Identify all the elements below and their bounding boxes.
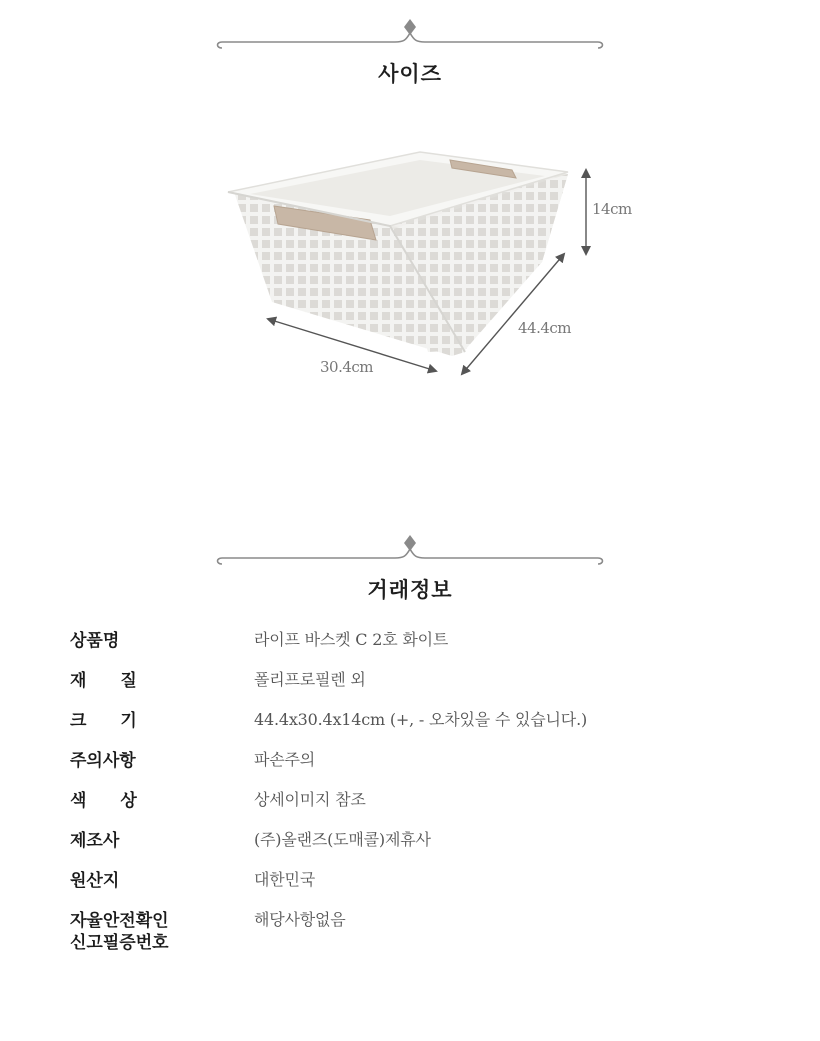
info-row-manufacturer [70, 822, 750, 862]
info-value: 상세이미지 참조 [254, 790, 366, 809]
width-label: 30.4cm [320, 358, 374, 376]
info-label: 재 질 [70, 671, 151, 691]
height-label: 14cm [592, 200, 632, 218]
size-section-title: 사이즈 [378, 61, 442, 86]
info-label: 주의사항 [70, 751, 136, 771]
info-row-origin [70, 862, 750, 902]
info-value: 해당사항없음 [254, 910, 346, 929]
info-row-safety-certification [70, 902, 750, 962]
info-row-caution [70, 742, 750, 782]
info-value: 대한민국 [254, 870, 316, 889]
info-label: 크 기 [70, 711, 151, 731]
basket-size-figure [200, 130, 632, 400]
info-value: 폴리프로필렌 외 [254, 670, 366, 689]
info-row-product-name [70, 622, 750, 662]
info-row-size [70, 702, 750, 742]
info-row-color [70, 782, 750, 822]
info-section-title: 거래정보 [367, 577, 453, 602]
info-label: 상품명 [70, 631, 120, 651]
info-value: 44.4x30.4x14cm (+, - 오차있을 수 있습니다.) [254, 710, 587, 729]
trade-info-table [70, 622, 750, 962]
info-value: (주)올랜즈(도매콜)제휴사 [254, 830, 431, 849]
info-label: 자율안전확인 신고필증번호 [70, 911, 169, 953]
info-value: 파손주의 [254, 750, 316, 769]
info-row-material [70, 662, 750, 702]
info-label: 제조사 [70, 831, 120, 851]
info-label: 원산지 [70, 871, 120, 891]
info-value: 라이프 바스켓 C 2호 화이트 [254, 630, 449, 649]
section-ornament-info [210, 534, 610, 578]
section-ornament-top [210, 18, 610, 62]
info-label: 색 상 [70, 791, 151, 811]
depth-label: 44.4cm [518, 319, 572, 337]
basket-image [228, 152, 568, 356]
